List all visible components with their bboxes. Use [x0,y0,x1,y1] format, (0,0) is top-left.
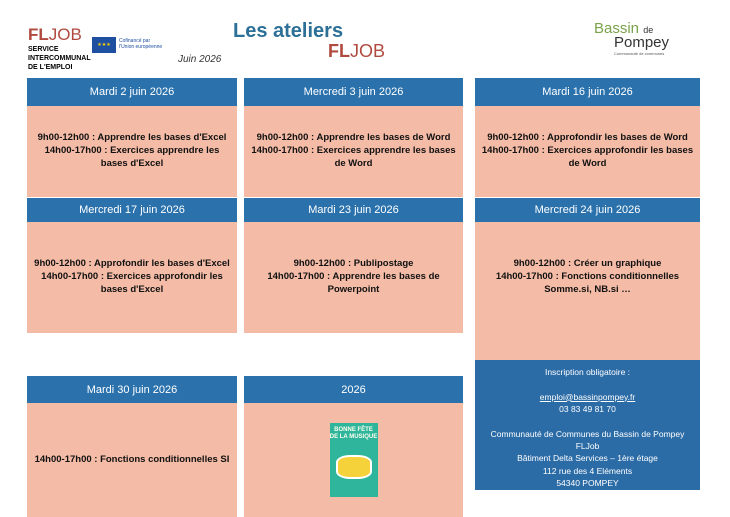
title-fl: FL [328,41,350,61]
poster-text: BONNE FÊTE DE LA MUSIQUE [329,427,378,440]
session-line: 14h00-17h00 : Exercices apprendre les bases d'Excel [44,145,220,169]
eu-flag-icon: ★★★ [92,37,116,53]
logo-de: de [643,25,654,35]
session-line: 14h00-17h00 : Fonctions conditionnelles Somme.si, NB.si … [495,271,680,295]
session-body [27,106,237,197]
session-body [475,106,700,197]
title-line: Les ateliers [233,20,344,42]
session-line: 14h00-17h00 : Exercices approfondir les bases d'Excel [41,271,223,295]
peach-filler [475,333,700,360]
session-line: 9h00-12h00 : Créer un graphique [513,258,662,270]
session-date-header: Mardi 30 juin 2026 [27,376,237,403]
session-line: 9h00-12h00 : Apprendre les bases d'Excel [37,132,227,144]
eu-line: Cofinancé par [119,38,151,44]
session-body [27,403,237,517]
session-line: 14h00-17h00 : Exercices approfondir les bases de Word [481,145,694,169]
session-line: 9h00-12h00 : Approfondir les bases de Word [487,132,688,144]
contact-org: Communauté de Communes du Bassin de Pompey [490,428,685,439]
session-date-header: Mercredi 24 juin 2026 [475,198,700,222]
session-line: 14h00-17h00 : Fonctions conditionnelles SI [34,453,230,465]
drum-icon [336,455,372,479]
session-date-header: Mardi 2 juin 2026 [27,78,237,106]
session-date-header: 2026 [244,376,463,403]
session-body [475,222,700,333]
fljob-logo [28,26,91,72]
logo-pompey: Pompey [614,34,670,51]
session-line: 9h00-12h00 : Apprendre les bases de Word [256,132,451,144]
logo-bassin: Bassin [594,20,640,37]
session-body [244,106,463,197]
session-date-header: Mercredi 17 juin 2026 [27,198,237,222]
service-line: DE L'EMPLOI [28,64,73,71]
page-title [233,20,385,62]
eu-text [119,38,162,50]
session-body [244,403,463,517]
contact-city: 54340 POMPEY [556,477,619,488]
logo-fl: FL [28,25,49,44]
contact-street: 112 rue des 4 Eléments [542,465,633,476]
logo-job: JOB [48,25,82,44]
session-date-header: Mardi 23 juin 2026 [244,198,463,222]
contact-box [475,360,700,490]
session-date-header: Mardi 16 juin 2026 [475,78,700,106]
contact-building: Bâtiment Delta Services – 1ère étage [517,453,658,464]
title-job: JOB [350,41,386,61]
contact-title: Inscription obligatoire : [544,367,631,377]
bassin-pompey-logo [594,20,669,56]
contact-email[interactable]: emploi@bassinpompey.fr [539,391,636,402]
session-body [27,222,237,333]
session-line: 9h00-12h00 : Approfondir les bases d'Excel [34,258,230,270]
contact-service: FLJob [575,440,600,451]
month-label: Juin 2026 [178,54,222,65]
session-date-header: Mercredi 3 juin 2026 [244,78,463,106]
logo-sub: Communauté de communes [614,51,665,56]
eu-line: l'Union européenne [119,44,163,50]
session-body [244,222,463,333]
contact-phone: 03 83 49 81 70 [559,403,616,414]
fete-musique-poster [330,423,378,497]
session-line: 9h00-12h00 : Publipostage [293,258,414,270]
session-line: 14h00-17h00 : Apprendre les bases de Powerpoint [267,271,440,295]
session-line: 14h00-17h00 : Exercices apprendre les bases de Word [251,145,456,169]
service-line: SERVICE [28,46,59,53]
service-line: INTERCOMMUNAL [28,55,91,62]
